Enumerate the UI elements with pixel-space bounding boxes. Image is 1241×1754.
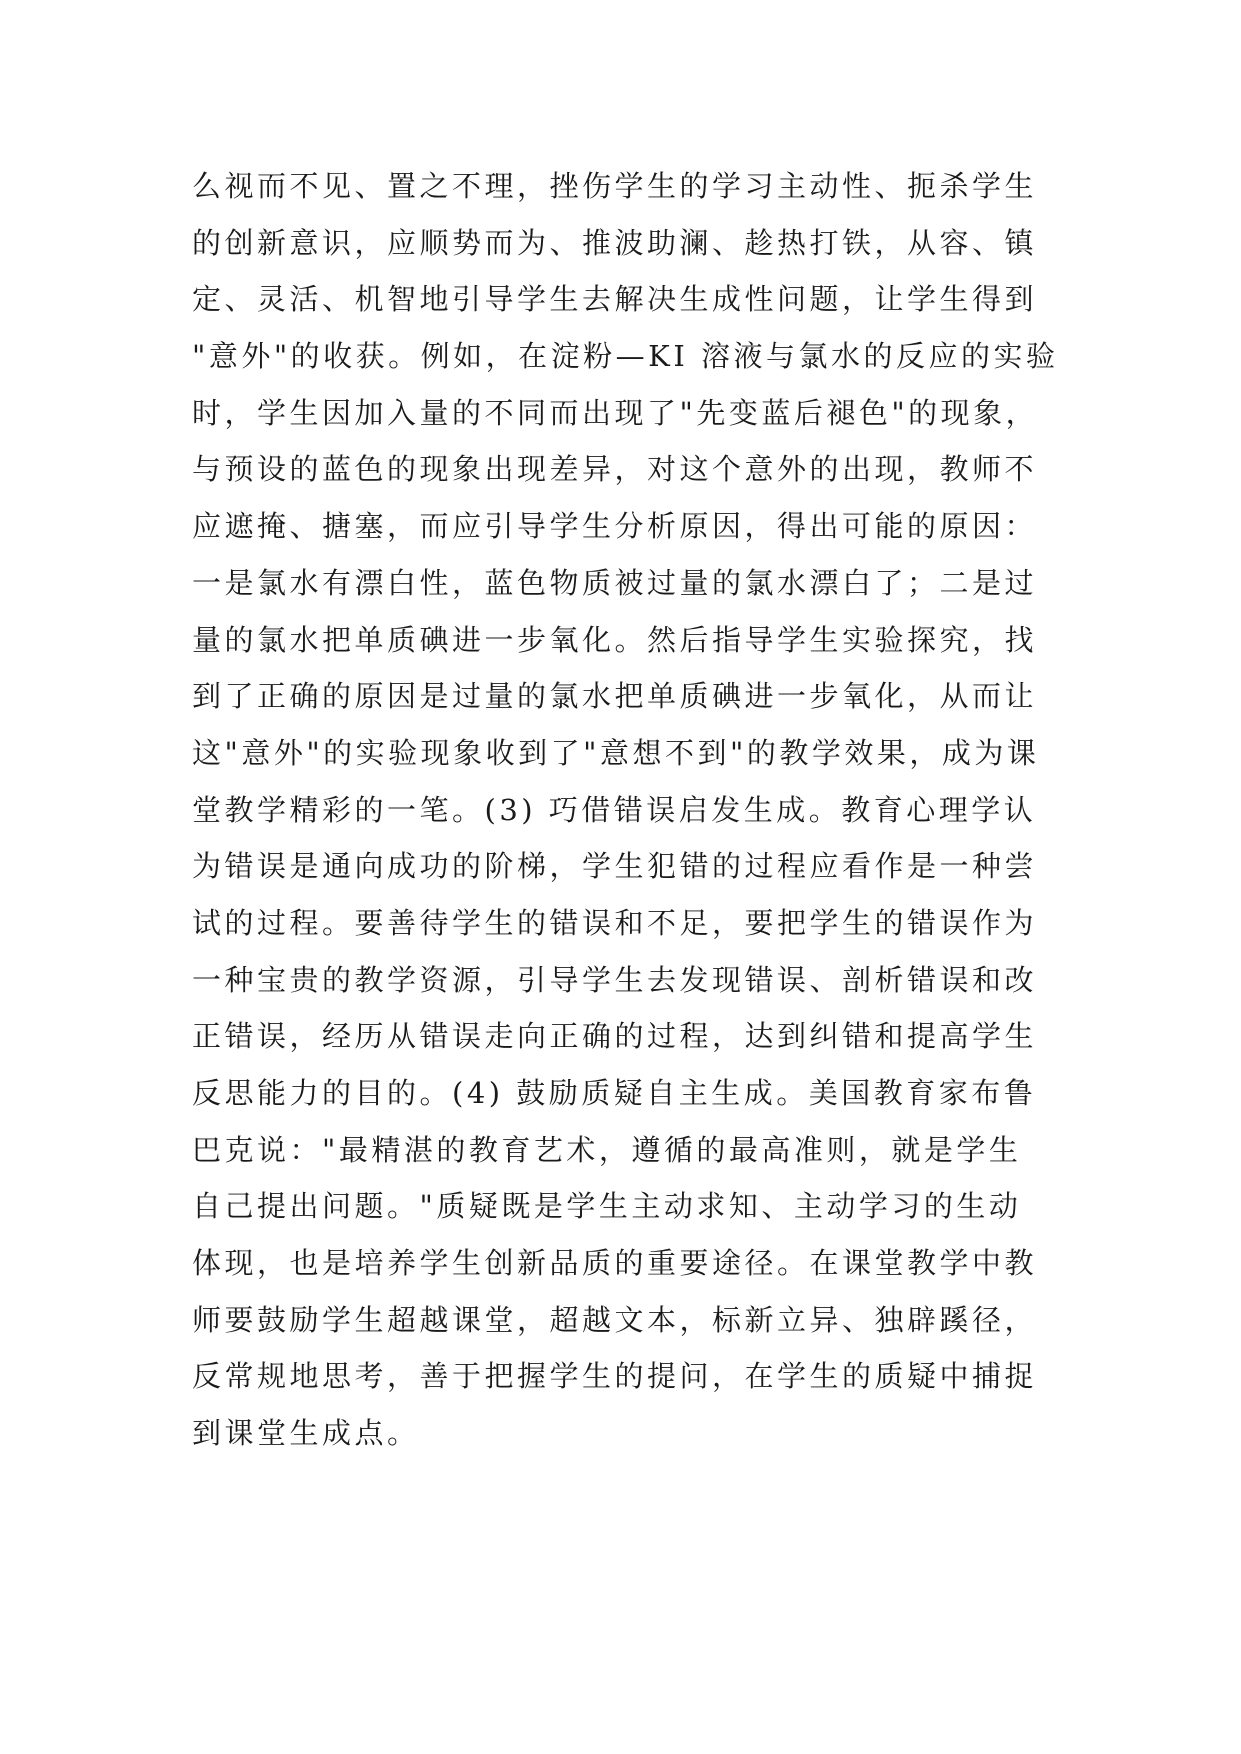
text-line: 巴克说："最精湛的教育艺术，遵循的最高准则，就是学生 <box>192 1132 1022 1167</box>
text-line: 一是氯水有漂白性，蓝色物质被过量的氯水漂白了；二是过 <box>192 565 1038 600</box>
text-line: "意外"的收获。例如，在淀粉—KI 溶液与氯水的反应的实验 <box>192 339 1059 374</box>
text-line: 正错误，经历从错误走向正确的过程，达到纠错和提高学生 <box>192 1019 1038 1054</box>
text-line: 么视而不见、置之不理，挫伤学生的学习主动性、扼杀学生 <box>192 169 1038 203</box>
text-line: 反常规地思考，善于把握学生的提问，在学生的质疑中捕捉 <box>192 1359 1038 1394</box>
text-line: 到了正确的原因是过量的氯水把单质碘进一步氧化，从而让 <box>192 679 1038 714</box>
text-line: 定、灵活、机智地引导学生去解决生成性问题，让学生得到 <box>192 282 1038 317</box>
text-line: 的创新意识，应顺势而为、推波助澜、趁热打铁，从容、镇 <box>192 225 1038 260</box>
text-line: 师要鼓励学生超越课堂，超越文本，标新立异、独辟蹊径， <box>192 1302 1038 1337</box>
text-line: 这"意外"的实验现象收到了"意想不到"的教学效果，成为课 <box>192 735 1040 770</box>
text-line: 堂教学精彩的一笔。(3) 巧借错误启发生成。教育心理学认 <box>192 792 1037 827</box>
text-line: 体现，也是培养学生创新品质的重要途径。在课堂教学中教 <box>192 1246 1038 1281</box>
text-line: 到课堂生成点。 <box>192 1416 420 1451</box>
text-line: 试的过程。要善待学生的错误和不足，要把学生的错误作为 <box>192 905 1038 940</box>
paragraph <box>192 158 1062 1462</box>
text-line: 为错误是通向成功的阶梯，学生犯错的过程应看作是一种尝 <box>192 849 1038 884</box>
text-line: 反思能力的目的。(4) 鼓励质疑自主生成。美国教育家布鲁 <box>192 1076 1037 1110</box>
text-line: 与预设的蓝色的现象出现差异，对这个意外的出现，教师不 <box>192 452 1038 487</box>
text-line: 量的氯水把单质碘进一步氧化。然后指导学生实验探究，找 <box>192 622 1038 657</box>
text-line: 自己提出问题。"质疑既是学生主动求知、主动学习的生动 <box>192 1189 1022 1224</box>
text-line: 时，学生因加入量的不同而出现了"先变蓝后褪色"的现象， <box>192 395 1039 430</box>
text-line: 一种宝贵的教学资源，引导学生去发现错误、剖析错误和改 <box>192 962 1038 997</box>
text-line: 应遮掩、搪塞，而应引导学生分析原因，得出可能的原因： <box>192 509 1038 544</box>
